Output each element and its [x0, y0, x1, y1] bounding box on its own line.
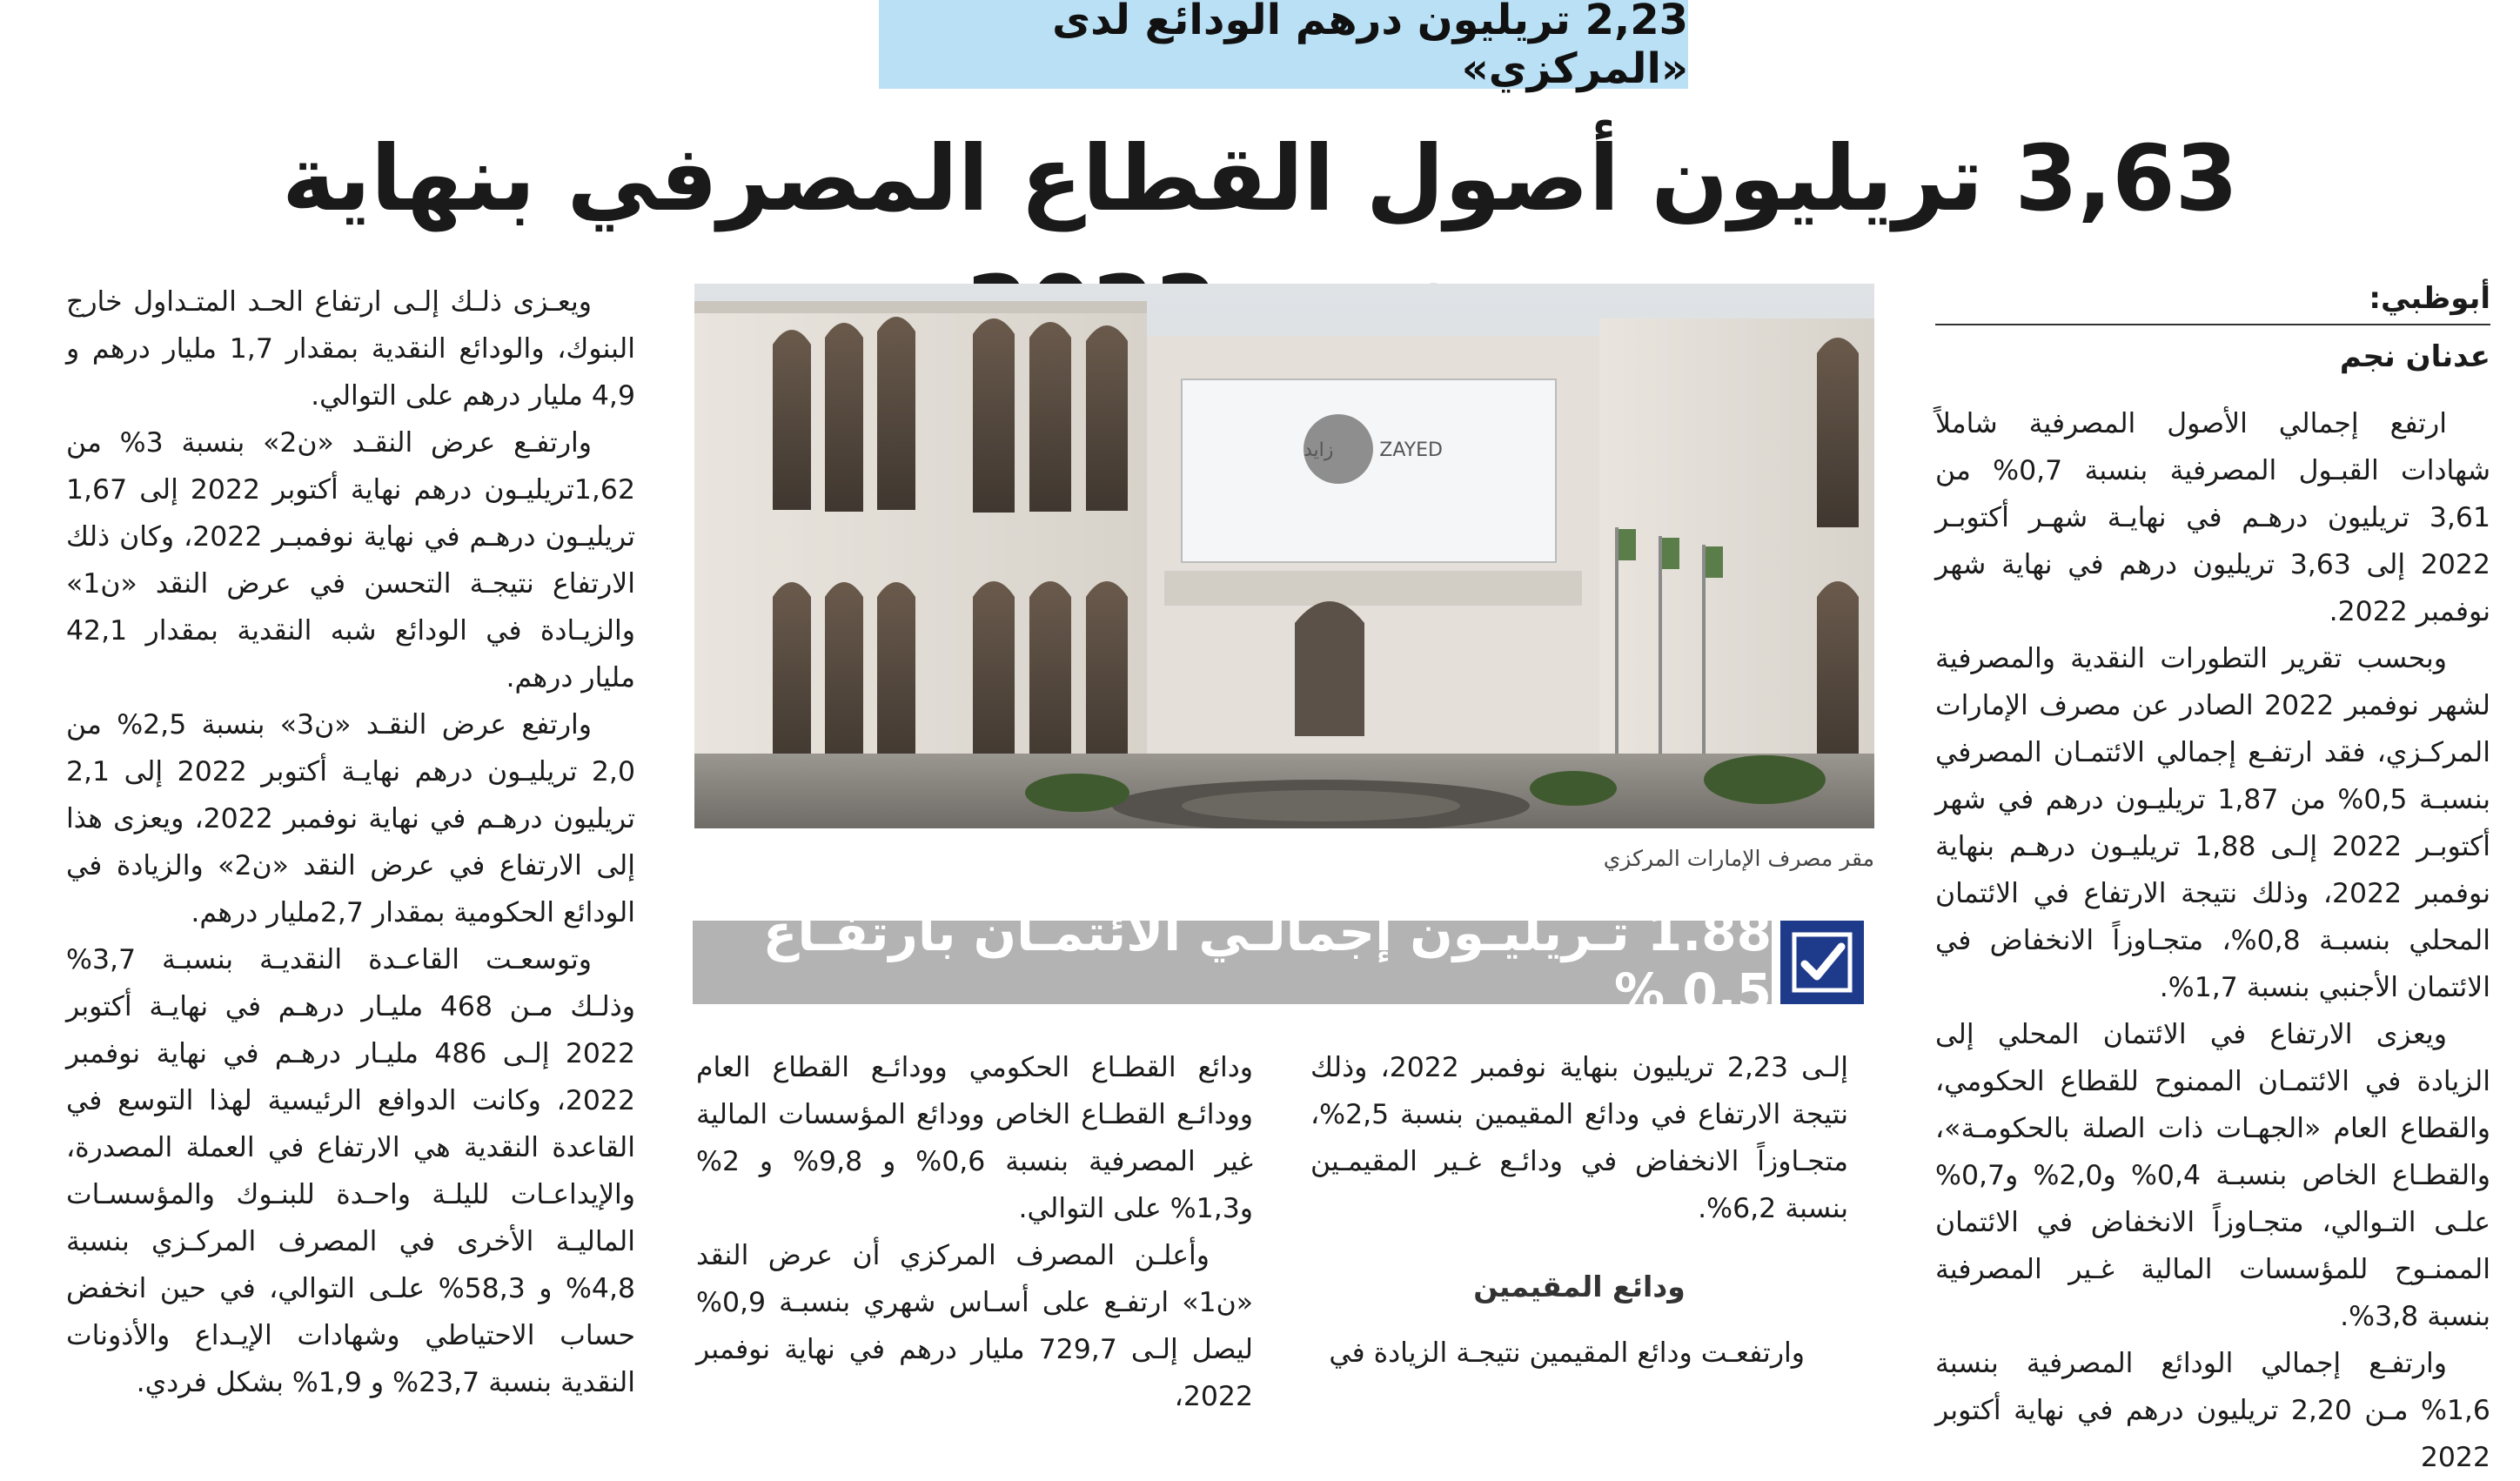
author-name: عدنان نجم — [2339, 339, 2490, 374]
paragraph: ويعزى الارتفاع في الائتمان المحلي إلى الزيادة في الائتمـان الممنوح للقطاع الحكومي، والقطاع العام «الجهـات ذات الصلة بالحكومـة»، والقطـاع الخاص بنسبـة 0,4% و2,0% و0,7% علـى التـوالي، متجـاوزاً الانخفاض في الائتمان الممنـوح للمؤسسات المالية غـير المصرفية بنسبة 3,8%. — [1935, 1019, 2491, 1332]
photo-caption: مقر مصرف الإمارات المركزي — [1603, 846, 1874, 871]
central-bank-photo — [694, 284, 1874, 828]
banner-arabic: زايد — [1304, 439, 1334, 461]
subhead-resident-deposits: ودائع المقيمين — [1473, 1270, 1686, 1303]
article-column-center-right — [1310, 1044, 1848, 1377]
paragraph: إلـى 2,23 تريليون بنهاية نوفمبر 2022، وذلك نتيجة الارتفاع في ودائع المقيمين بنسبة 2,5%، متجـاوزاً الانخفاض في ودائـع غـير المقيمـين بنسبة 6,2%. — [1310, 1052, 1848, 1224]
article-column-left — [66, 278, 635, 1406]
paragraph: ويعـزى ذلـك إلـى ارتفاع الحـد المتـداول خارج البنوك، والودائع النقدية بمقدار 1,7 مليار درهم و 4,9 مليار درهم على التوالي. — [66, 286, 635, 412]
paragraph: وارتفعـت ودائع المقيمين نتيجـة الزيادة في — [1329, 1337, 1805, 1369]
kicker-text: 2,23 تريليون درهم الودائع لدى «المركزي» — [1052, 0, 1688, 93]
dateline: أبوظبي: — [1935, 277, 2490, 325]
paragraph: ارتفع إجمالي الأصول المصرفية شاملاً شهادات القبـول المصرفية بنسبة 0,7% من 3,61 تريليون درهـم في نهايـة شهـر أكتوبـر 2022 إلى 3,63 تريليون درهم في نهاية شهر نوفمبر 2022. — [1935, 408, 2491, 627]
paragraph: وارتفع عرض النقـد «ن3» بنسبة 2,5% من 2,0 تريليـون درهم نهايـة أكتوبر 2022 إلى 2,1 تريليون درهـم في نهاية نوفمبر 2022، ويعزى هذا إلى الارتفاع في عرض النقد «ن2» والزيادة في الودائع الحكومية بمقدار 2,7مليار درهم. — [66, 709, 635, 928]
paragraph: ودائع القطـاع الحكومي وودائـع القطاع العام وودائـع القطـاع الخاص وودائع المؤسسات المالية غير المصرفية بنسبة 0,6% و 9,8% و 2% و1,3% على التوالي. — [696, 1052, 1254, 1224]
checkbox-icon — [1780, 921, 1864, 1004]
paragraph: وارتفـع عرض النقـد «ن2» بنسبة 3% من 1,62تريليـون درهم نهاية أكتوبر 2022 إلى 1,67 تريليـون درهـم في نهاية نوفمبـر 2022، وكان ذلك الارتفاع نتيجـة التحسن في عرض النقد «ن1» والزيـادة في الودائع شبه النقدية بمقدار 42,1 مليار درهم. — [66, 427, 635, 694]
pull-quote: 1.88 تـريليـون إجمالـي الائتمـان بارتفـاع 0.5 % — [693, 921, 1772, 1004]
article-column-right — [1935, 400, 2490, 1481]
paragraph: وبحسب تقرير التطورات النقدية والمصرفية لشهر نوفمبر 2022 الصادر عن مصرف الإمارات المركـزي، فقد ارتفـع إجمالي الائتمـان المصرفي بنسبـة 0,5% من 1,87 تريليـون درهم في شهر أكتوبـر 2022 إلـى 1,88 تريليـون درهـم بنهاية نوفمبر 2022، وذلك نتيجة الارتفاع في الائتمان المحلي بنسبـة 0,8%، متجـاوزاً الانخفاض في الائتمان الأجنبي بنسبة 1,7%. — [1935, 643, 2491, 1003]
headline: 3,63 تريليون أصول القطاع المصرفي بنهاية — [281, 125, 2239, 231]
article-column-center-left — [696, 1044, 1253, 1420]
paragraph: وتوسعـت القاعـدة النقديـة بنسبـة 3,7% وذلـك مـن 468 مليـار درهـم في نهايـة أكتوبر 2022 إلـى 486 مليـار درهـم في نهاية نوفمبر 2022، وكانت الدوافع الرئيسية لهذا التوسع في القاعدة النقدية هي الارتفاع في العملة المصدرة، والإيداعـات لليلـة واحـدة للبنـوك والمؤسسـات الماليـة الأخرى في المصرف المركـزي بنسبة 4,8% و 58,3% علـى التوالي، في حين انخفض حساب الاحتياطي وشهادات الإيـداع والأذونات النقدية بنسبة 23,7% و 1,9% بشكل فردي. — [66, 944, 636, 1398]
banner-latin: ZAYED — [1379, 439, 1443, 461]
paragraph: وأعلـن المصرف المركزي أن عرض النقد «ن1» ارتفـع على أسـاس شهري بنسبـة 0,9% ليصل إلـى 729,7 مليار درهم في نهاية نوفمبر 2022، — [696, 1240, 1253, 1412]
kicker-banner — [879, 0, 1688, 93]
paragraph: وارتفـع إجمالي الودائع المصرفية بنسبة 1,6% مـن 2,20 تريليون درهم في نهاية أكتوبر 2022 — [1935, 1348, 2490, 1473]
